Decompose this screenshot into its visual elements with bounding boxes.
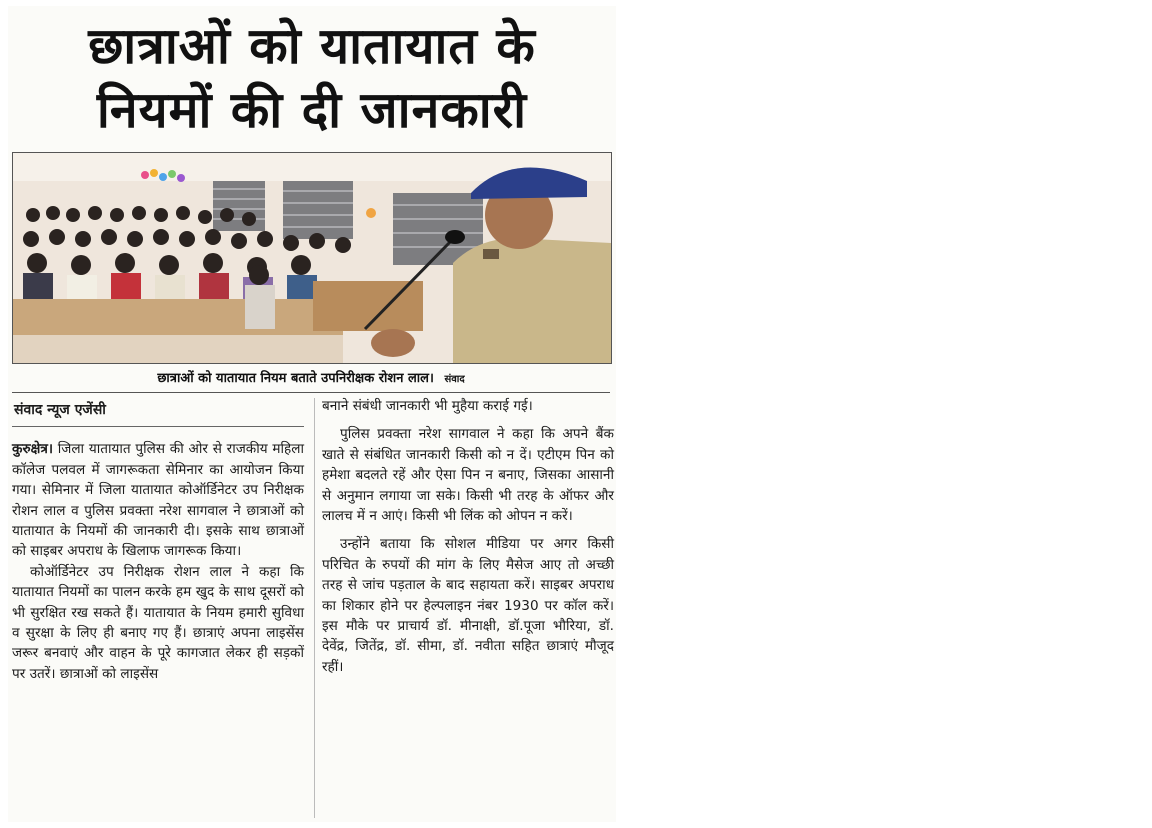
paragraph-3: बनाने संबंधी जानकारी भी मुहैया कराई गई।: [322, 398, 533, 414]
article-column-right: [322, 396, 614, 677]
paragraph-4: पुलिस प्रवक्ता नरेश सागवाल ने कहा कि अपने बैंक खाते से संबंधित जानकारी किसी को न दें। एटीएम पिन को हमेशा बदलते रहें और ऐसा पिन न बनाए, जिसका आसानी से अनुमान लगाया जा सके। किसी भी तरह के ऑफर और लालच में न आएं। किसी भी लिंक को ओपन न करें।: [322, 426, 614, 525]
photo-caption: [12, 366, 610, 393]
headline: [14, 14, 610, 142]
caption-credit: संवाद: [444, 374, 465, 385]
article-column-left: [12, 396, 304, 684]
paragraph-1-text: जिला यातायात पुलिस की ओर से राजकीय महिला कॉलेज पलवल में जागरूकता सेमिनार का आयोजन किया गया। सेमिनार में जिला यातायात कोऑर्डिनेटर उप निरीक्षक रोशन लाल व पुलिस प्रवक्ता नरेश सागवाल ने छात्राओं को यातायात के नियमों की जानकारी दी। इसके साथ छात्राओं को साइबर अपराध के खिलाफ जागरूक किया।: [12, 441, 304, 560]
paragraph-5: उन्होंने बताया कि सोशल मीडिया पर अगर किसी परिचित के रुपयों की मांग के लिए मैसेज आए तो अच्छी तरह से जांच पड़ताल के बाद सहायता करें। साइबर अपराध का शिकार होने पर हेल्पलाइन नंबर 1930 पर कॉल करें। इस मौके पर प्राचार्य डॉ. मीनाक्षी, डॉ.पूजा भौरिया, डॉ. देवेंद्र, जितेंद्र, डॉ. सीमा, डॉ. नवीता सहित छात्राएं मौजूद रहीं।: [322, 536, 614, 675]
headline-line-2: नियमों की दी जानकारी: [96, 81, 528, 139]
byline: संवाद न्यूज एजेंसी: [12, 396, 304, 427]
column-divider: [314, 398, 315, 818]
caption-text: छात्राओं को यातायात नियम बताते उपनिरीक्षक रोशन लाल।: [157, 371, 434, 386]
dateline: कुरुक्षेत्र।: [12, 441, 53, 458]
seminar-photo-illustration: [13, 153, 611, 363]
news-photo: [12, 152, 612, 364]
paragraph-2: कोऑर्डिनेटर उप निरीक्षक रोशन लाल ने कहा कि यातायात नियमों का पालन करके हम खुद के साथ दूसरों को भी सुरक्षित रख सकते हैं। यातायात के नियम हमारी सुविधा व सुरक्षा के लिए ही बनाए गए हैं। छात्राएं अपना लाइसेंस जरूर बनवाएं और वाहन के पूरे कागजात लेकर ही सड़कों पर उतरें। छात्राओं को लाइसेंस: [12, 563, 304, 682]
headline-line-1: छात्राओं को यातायात के: [88, 17, 536, 75]
paragraph-1: [12, 439, 304, 561]
newspaper-clipping: [8, 6, 616, 822]
